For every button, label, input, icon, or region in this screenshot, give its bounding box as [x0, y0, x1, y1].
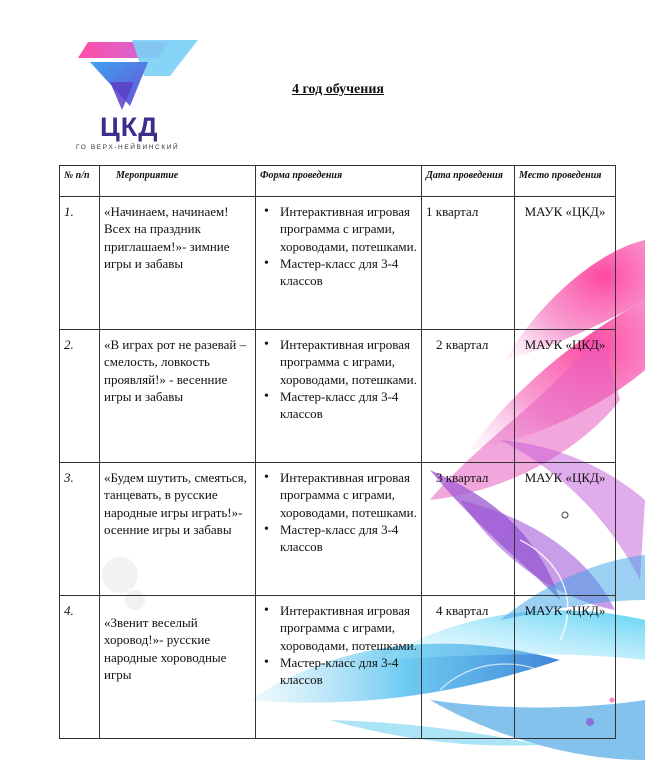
- table-header-row: [60, 166, 616, 197]
- form-item: • Интерактивная игровая программа с играми, хороводами, потешками.: [260, 602, 417, 654]
- table-row: [60, 596, 616, 739]
- row-number: 2.: [60, 330, 100, 463]
- header-form: Форма проведения: [256, 166, 422, 197]
- row-event: «В играх рот не разевай – смелость, ловкость проявляй!» - весенние игры и забавы: [100, 330, 256, 463]
- form-item: • Мастер-класс для 3-4 классов: [260, 654, 417, 689]
- form-item: • Интерактивная игровая программа с играми, хороводами, потешками.: [260, 336, 417, 388]
- header-date: Дата проведения: [422, 166, 515, 197]
- row-form: [256, 197, 422, 330]
- row-form: [256, 596, 422, 739]
- row-event: «Будем шутить, смеяться, танцевать, в русские народные игры играть!»- осенние игры и забавы: [100, 463, 256, 596]
- row-number: 3.: [60, 463, 100, 596]
- row-number: 4.: [60, 596, 100, 739]
- row-place: МАУК «ЦКД»: [515, 330, 616, 463]
- row-event: «Звенит веселый хоровод!»- русские народные хороводные игры: [100, 596, 256, 739]
- header-num: № п/п: [60, 166, 100, 197]
- form-item: • Мастер-класс для 3-4 классов: [260, 521, 417, 556]
- row-date: 1 квартал: [422, 197, 515, 330]
- row-place: МАУК «ЦКД»: [515, 197, 616, 330]
- events-table: [59, 165, 616, 739]
- logo-name: ЦКД: [100, 112, 159, 142]
- table-row: [60, 330, 616, 463]
- form-item: • Мастер-класс для 3-4 классов: [260, 255, 417, 290]
- table-row: [60, 463, 616, 596]
- row-form: [256, 330, 422, 463]
- row-form: [256, 463, 422, 596]
- table-row: [60, 197, 616, 330]
- row-event: «Начинаем, начинаем! Всех на праздник приглашаем!»- зимние игры и забавы: [100, 197, 256, 330]
- form-item: • Интерактивная игровая программа с играми, хороводами, потешками.: [260, 469, 417, 521]
- header-event: Мероприятие: [100, 166, 256, 197]
- row-date: 4 квартал: [422, 596, 515, 739]
- header-place: Место проведения: [515, 166, 616, 197]
- page-title: 4 год обучения: [292, 82, 384, 97]
- form-item: • Интерактивная игровая программа с играми, хороводами, потешками.: [260, 203, 417, 255]
- form-item: • Мастер-класс для 3-4 классов: [260, 388, 417, 423]
- row-place: МАУК «ЦКД»: [515, 596, 616, 739]
- logo-subtitle: ГО ВЕРХ-НЕЙВИНСКИЙ: [76, 144, 180, 151]
- row-place: МАУК «ЦКД»: [515, 463, 616, 596]
- row-date: 2 квартал: [422, 330, 515, 463]
- row-date: 3 квартал: [422, 463, 515, 596]
- row-number: 1.: [60, 197, 100, 330]
